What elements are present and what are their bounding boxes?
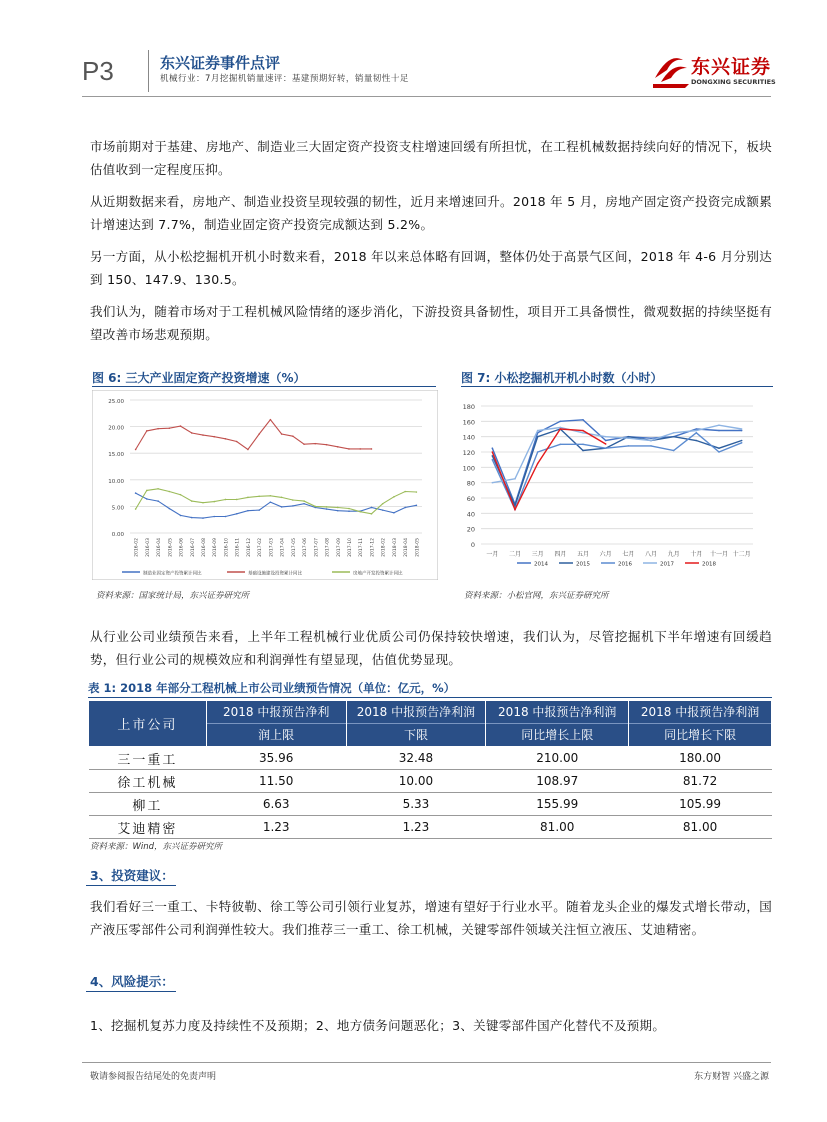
x-tick-label: 十二月 [732, 551, 751, 558]
x-tick-label: 三月 [531, 551, 544, 558]
section-3-text: 我们看好三一重工、卡特彼勒、徐工等公司引领行业复苏，增速有望好于行业水平。随着龙头企业的爆发式增长带动，国产液压零部件公司利润弹性较大。我们推荐三一重工、徐工机械，关键零部件领域关注恒立液压、艾迪精密。 [90, 899, 772, 937]
x-tick-label: 二月 [508, 551, 522, 558]
data-point [393, 496, 395, 498]
data-point [582, 419, 584, 421]
paragraph-5: 从行业公司业绩预告来看，上半年工程机械行业优质公司仍保持较快增速，我们认为，尽管挖掘机下半年增速有回缓趋势，但行业公司的规模效应和利润弹性有望显现，估值优势显现。 [90, 629, 772, 667]
data-point [741, 442, 743, 444]
figure-7-source: 资料来源：小松官网，东兴证券研究所 [464, 591, 609, 601]
data-point [348, 448, 350, 450]
data-point [650, 445, 652, 447]
page-number: P3 [82, 56, 114, 86]
y-tick-label: 20 [466, 525, 475, 534]
data-point [202, 434, 204, 436]
data-point [315, 506, 317, 508]
data-point [537, 436, 539, 438]
table-source: 资料来源：Wind，东兴证券研究所 [90, 842, 223, 852]
x-tick-label: 2016-04 [157, 538, 163, 557]
data-point [191, 432, 193, 434]
data-point [741, 430, 743, 432]
figure-6-source: 资料来源：国家统计局，东兴证券研究所 [96, 591, 250, 601]
data-point [650, 437, 652, 439]
data-point [247, 497, 249, 499]
x-tick-label: 2018-03 [392, 538, 398, 557]
section-3-title: 3、投资建议： [90, 868, 174, 883]
data-point [371, 507, 373, 509]
header-line: 2018 中报预告净利 [223, 705, 330, 719]
y-tick-label: 20.00 [108, 425, 124, 432]
x-tick-label: 2016-12 [246, 538, 252, 557]
data-point [191, 517, 193, 519]
value-cell: 81.00 [486, 816, 629, 839]
x-tick-label: 四月 [554, 551, 567, 558]
data-point [281, 433, 283, 435]
data-point [169, 491, 171, 493]
data-point [337, 507, 339, 509]
fixed-asset-investment-chart [92, 390, 438, 580]
data-point [560, 428, 562, 430]
data-point [582, 430, 584, 432]
data-point [560, 444, 562, 446]
data-point [416, 491, 418, 493]
data-point [157, 488, 159, 490]
value-cell: 11.50 [206, 770, 346, 793]
y-tick-label: 80 [466, 479, 475, 488]
logo-subtext: DONGXING SECURITIES [691, 78, 776, 86]
header-title: 东兴证券事件点评 [160, 54, 281, 72]
value-cell: 155.99 [486, 793, 629, 816]
data-point [416, 505, 418, 507]
data-point [146, 498, 148, 500]
value-cell: 81.00 [629, 816, 772, 839]
data-point [537, 463, 539, 465]
data-point [157, 428, 159, 430]
x-tick-label: 2016-05 [168, 538, 174, 557]
data-point [492, 482, 494, 484]
value-cell: 1.23 [346, 816, 486, 839]
data-point [359, 511, 361, 513]
y-tick-label: 0 [470, 541, 475, 549]
data-point [270, 495, 272, 497]
x-tick-label: 2017-08 [325, 538, 331, 557]
table-header-growth-lower [629, 701, 772, 747]
data-point [514, 478, 516, 480]
x-tick-label: 十月 [690, 551, 703, 558]
data-point [135, 492, 137, 494]
section-4-rule [86, 991, 176, 992]
data-point [696, 440, 698, 442]
x-tick-label: 2016-10 [224, 538, 230, 557]
legend-label: 2015 [576, 561, 590, 568]
data-point [673, 450, 675, 452]
data-point [348, 510, 350, 512]
data-point [582, 432, 584, 434]
data-point [225, 438, 227, 440]
y-tick-label: 5.00 [111, 505, 124, 512]
x-tick-label: 2017-09 [336, 538, 342, 557]
footer-disclaimer: 敬请参阅报告结尾处的免责声明 [90, 1072, 217, 1082]
figure-6-rule [92, 386, 436, 387]
value-cell: 81.72 [629, 770, 772, 793]
data-point [628, 436, 630, 438]
figure-7-title: 图 7: 小松挖掘机开机小时数（小时） [461, 371, 663, 385]
header-line: 下限 [347, 723, 486, 746]
data-point [359, 448, 361, 450]
x-tick-label: 2017-04 [280, 538, 286, 557]
x-tick-label: 七月 [622, 551, 635, 558]
y-tick-label: 160 [462, 418, 475, 427]
data-point [202, 517, 204, 519]
data-point [303, 443, 305, 445]
header-subtitle: 机械行业：7月挖掘机销量速评：基建预期好转，销量韧性十足 [160, 74, 409, 84]
data-point [213, 516, 215, 518]
x-tick-label: 2017-05 [291, 538, 297, 557]
x-tick-label: 2017-02 [258, 538, 264, 557]
data-point [605, 443, 607, 445]
x-tick-label: 2016-11 [235, 538, 241, 557]
data-point [135, 508, 137, 510]
data-point [605, 440, 607, 442]
legend-label: 2016 [618, 561, 632, 568]
x-tick-label: 2018-04 [404, 538, 410, 557]
data-point [281, 506, 283, 508]
legend-label: 2017 [660, 561, 674, 568]
data-point [337, 446, 339, 448]
header-line: 2018 中报预告净利润 [640, 705, 760, 719]
data-point [169, 508, 171, 510]
figure-7-rule [461, 386, 773, 387]
table-header-profit-lower [346, 701, 486, 747]
data-point [270, 501, 272, 503]
value-cell: 210.00 [486, 747, 629, 770]
legend-label: 制造业固定资产投资累计同比 [143, 571, 202, 577]
value-cell: 10.00 [346, 770, 486, 793]
data-point [337, 510, 339, 512]
data-point [371, 513, 373, 515]
y-tick-label: 60 [466, 495, 475, 503]
data-point [404, 507, 406, 509]
section-4-text: 1、挖掘机复苏力度及持续性不及预期；2、地方债务问题恶化；3、关键零部件国产化替代不及预期。 [90, 1018, 666, 1033]
earnings-forecast-table [88, 700, 772, 839]
section-3-rule [86, 885, 176, 886]
x-tick-label: 2016-08 [202, 538, 207, 557]
logo-text: 东兴证券 [691, 56, 772, 78]
value-cell: 180.00 [629, 747, 772, 770]
data-point [225, 499, 227, 501]
header-separator [148, 50, 149, 92]
x-tick-label: 2017-03 [269, 538, 275, 557]
legend-label: 2018 [702, 561, 716, 568]
data-point [213, 436, 215, 438]
legend-label: 2014 [534, 561, 548, 568]
x-tick-label: 2017-07 [314, 538, 320, 557]
data-point [404, 491, 406, 493]
data-point [348, 508, 350, 510]
company-name-cell: 徐工机械 [89, 770, 207, 793]
data-point [191, 500, 193, 502]
data-point [371, 448, 373, 450]
data-point [247, 510, 249, 512]
legend-label: 基础设施建设投资累计同比 [248, 571, 302, 577]
data-point [560, 427, 562, 429]
komatsu-hours-chart [455, 392, 775, 577]
data-point [741, 428, 743, 430]
data-point [696, 432, 698, 434]
data-point [582, 450, 584, 452]
x-tick-label: 2017-12 [370, 538, 376, 557]
data-point [202, 502, 204, 504]
x-tick-label: 五月 [576, 551, 590, 558]
x-tick-label: 九月 [667, 551, 680, 558]
data-point [315, 443, 317, 445]
data-point [628, 437, 630, 439]
data-point [537, 451, 539, 453]
data-point [718, 424, 720, 426]
legend-label: 房地产开发投资累计同比 [353, 571, 403, 577]
data-point [673, 432, 675, 434]
data-point [514, 509, 516, 511]
data-point [169, 427, 171, 429]
data-point [292, 435, 294, 437]
data-point [157, 500, 159, 502]
data-point [492, 447, 494, 449]
x-tick-label: 一月 [486, 551, 499, 558]
y-tick-label: 25.00 [108, 399, 124, 405]
paragraph-4: 我们认为，随着市场对于工程机械风险情绪的逐步消化，下游投资具备韧性，项目开工具备惯性，微观数据的持续坚挺有望改善市场悲观预期。 [90, 304, 772, 342]
data-point [303, 503, 305, 505]
data-point [718, 451, 720, 453]
paragraph-2: 从近期数据来看，房地产、制造业投资呈现较强的韧性，近月来增速回升。2018 年 5 月，房地产固定资产投资完成额累计增速达到 7.7%，制造业固定资产投资完成额达到 5.2%。 [90, 194, 772, 232]
data-point [236, 499, 238, 501]
data-point [180, 425, 182, 427]
data-point [135, 449, 137, 451]
data-point [696, 428, 698, 430]
table-row [89, 793, 772, 816]
data-point [605, 447, 607, 449]
data-point [281, 497, 283, 499]
y-tick-label: 120 [462, 449, 475, 457]
header-line: 同比增长上限 [486, 723, 628, 746]
data-point [292, 499, 294, 501]
company-name-cell: 三一重工 [89, 747, 207, 770]
section-4-title: 4、风险提示： [90, 974, 174, 989]
value-cell: 105.99 [629, 793, 772, 816]
data-point [326, 506, 328, 508]
value-cell: 32.48 [346, 747, 486, 770]
header-line: 同比增长下限 [629, 723, 771, 746]
data-point [605, 436, 607, 438]
figure-6-title: 图 6: 三大产业固定资产投资增速（%） [92, 371, 306, 385]
y-tick-label: 180 [462, 403, 475, 411]
data-point [258, 433, 260, 435]
table-row [89, 816, 772, 839]
data-point [236, 513, 238, 515]
data-point [247, 449, 249, 451]
data-point [696, 430, 698, 432]
table-row [89, 770, 772, 793]
header-line: 2018 中报预告净利润 [498, 705, 617, 719]
data-point [292, 505, 294, 507]
table-row [89, 747, 772, 770]
y-tick-label: 0.00 [111, 532, 124, 538]
header-line: 2018 中报预告净利润 [356, 705, 476, 719]
data-point [326, 444, 328, 446]
x-tick-label: 2018-02 [381, 538, 387, 557]
x-tick-label: 2017-10 [348, 538, 353, 557]
y-tick-label: 40 [466, 510, 475, 519]
data-point [258, 509, 260, 511]
x-tick-label: 2016-09 [213, 538, 219, 557]
value-cell: 35.96 [206, 747, 346, 770]
paragraph-3: 另一方面，从小松挖掘机开机小时数来看，2018 年以来总体略有回调，整体仍处于高景气区间，2018 年 4-6 月分别达到 150、147.9、130.5。 [90, 249, 772, 287]
data-point [537, 430, 539, 432]
data-point [393, 512, 395, 514]
x-tick-label: 2018-05 [415, 538, 421, 557]
table-title: 表 1: 2018 年部分工程机械上市公司业绩预告情况（单位：亿元，%） [88, 681, 456, 695]
footer-slogan: 东方财智 兴盛之源 [694, 1072, 769, 1082]
x-tick-label: 2016-03 [145, 538, 151, 557]
y-tick-label: 15.00 [108, 452, 124, 459]
data-point [146, 430, 148, 432]
x-tick-label: 十一月 [709, 551, 729, 558]
data-point [270, 419, 272, 421]
data-point [180, 515, 182, 517]
data-point [718, 430, 720, 432]
data-point [326, 508, 328, 510]
data-point [673, 436, 675, 438]
table-header-growth-upper [486, 701, 629, 747]
data-point [213, 501, 215, 503]
data-point [180, 494, 182, 496]
data-point [225, 516, 227, 518]
x-tick-label: 2017-11 [359, 538, 365, 557]
dongxing-logo [651, 48, 776, 92]
company-name-cell: 柳工 [89, 793, 207, 816]
data-point [236, 441, 238, 443]
table-header-company: 上市公司 [89, 701, 207, 747]
paragraph-1: 市场前期对于基建、房地产、制造业三大固定资产投资支柱增速回缓有所担忧，在工程机械数据持续向好的情况下，板块估值收到一定程度压抑。 [90, 139, 772, 177]
y-tick-label: 10.00 [108, 478, 124, 485]
x-tick-label: 2016-07 [190, 538, 196, 557]
data-point [741, 440, 743, 442]
data-point [628, 445, 630, 447]
value-cell: 108.97 [486, 770, 629, 793]
data-point [718, 447, 720, 449]
data-point [582, 444, 584, 446]
x-tick-label: 八月 [644, 551, 658, 558]
data-point [382, 503, 384, 505]
data-point [258, 495, 260, 497]
data-point [382, 509, 384, 511]
y-tick-label: 100 [462, 464, 475, 473]
x-tick-label: 六月 [599, 551, 612, 558]
table-header-profit-upper [206, 701, 346, 747]
header-rule [82, 96, 771, 97]
data-point [560, 421, 562, 423]
company-name-cell: 艾迪精密 [89, 816, 207, 839]
y-tick-label: 140 [462, 433, 475, 442]
header-line: 润上限 [207, 723, 346, 746]
value-cell: 6.63 [206, 793, 346, 816]
data-point [303, 500, 305, 502]
data-point [146, 490, 148, 492]
x-tick-label: 2016-02 [134, 538, 140, 557]
x-tick-label: 2016-06 [179, 538, 185, 557]
x-tick-label: 2017-06 [303, 538, 309, 557]
data-point [492, 459, 494, 461]
data-point [650, 440, 652, 442]
value-cell: 1.23 [206, 816, 346, 839]
data-point [492, 451, 494, 453]
value-cell: 5.33 [346, 793, 486, 816]
table-title-rule [88, 697, 772, 698]
footer-rule [82, 1062, 771, 1063]
